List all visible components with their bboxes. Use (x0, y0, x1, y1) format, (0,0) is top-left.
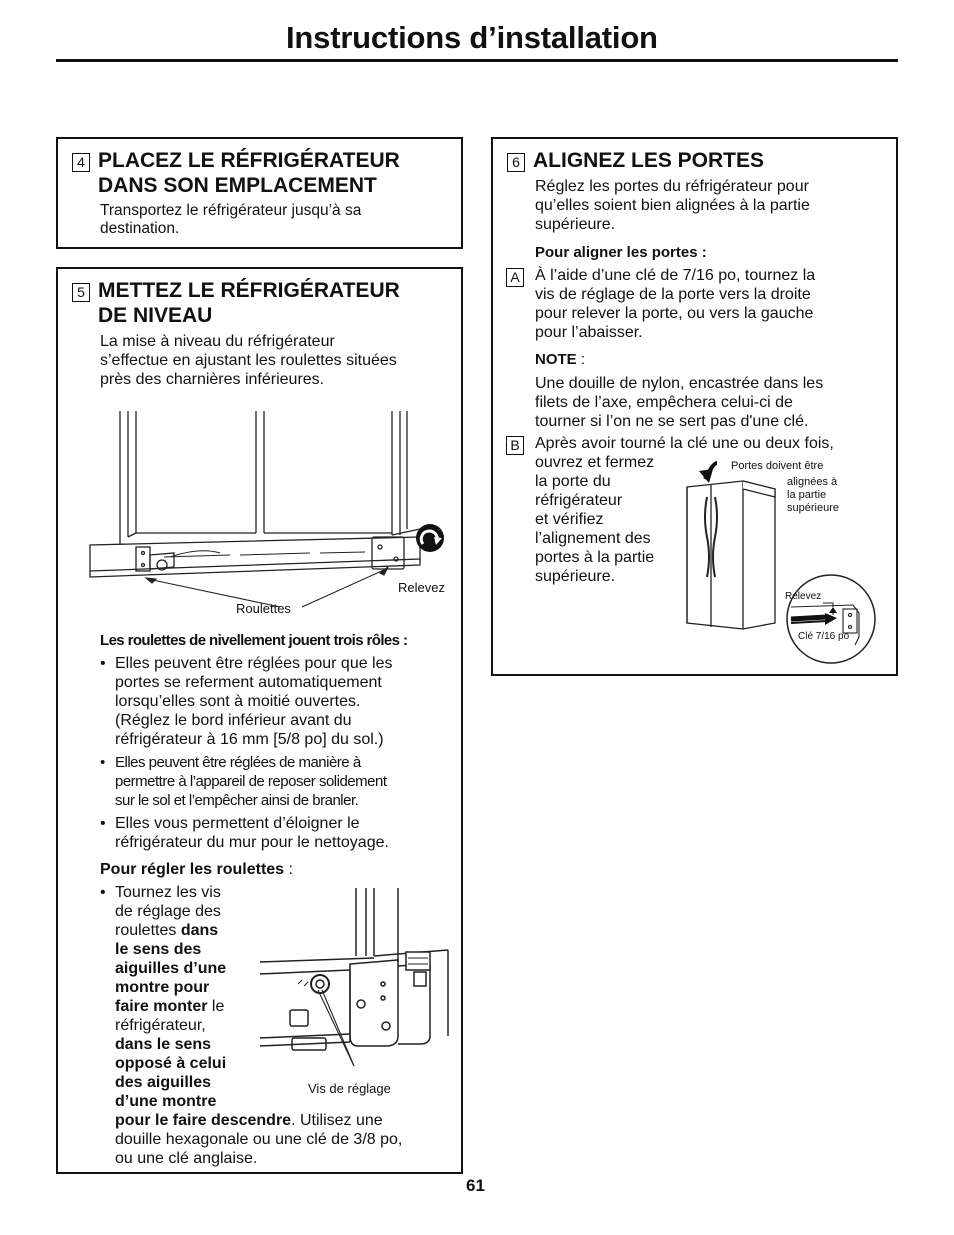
fig3-label-portes (731, 460, 823, 473)
adjust-text: . Utilisez une (291, 1112, 383, 1129)
note-text (535, 374, 823, 431)
step6-a-text (535, 266, 815, 342)
fig3-label-alignees (787, 476, 839, 515)
bullet2-line: • Elles peuvent être réglées de manière à (115, 754, 361, 771)
step6-b-line: portes à la partie (535, 549, 655, 566)
step5-intro-line1: La mise à niveau du réfrigérateur (100, 333, 335, 350)
fig3-relevez-label: Relevez (785, 591, 822, 602)
step5-title-line2: DE NIVEAU (98, 304, 213, 327)
bullet3-line: réfrigérateur du mur pour le nettoyage. (115, 834, 389, 851)
adjusting-screw-illustration (258, 886, 458, 1086)
step6-letter-a: A (506, 268, 524, 287)
step4-body-line2: destination. (100, 220, 180, 237)
bullet1-line: (Réglez le bord inférieur avant du (115, 712, 352, 729)
step6-letter-b: B (506, 436, 524, 455)
page-number: 61 (466, 1176, 485, 1195)
step5-number: 5 (72, 283, 90, 302)
adjust-line: des aiguilles (115, 1074, 212, 1091)
step6-a-line: vis de réglage de la porte vers la droite (535, 286, 811, 303)
step4-title-line2: DANS SON EMPLACEMENT (98, 174, 377, 197)
list-item (100, 814, 393, 852)
step6-a-line: pour l’abaisser. (535, 324, 643, 341)
fig3-wrench-label: Clé 7/16 po (798, 631, 850, 642)
adjust-line: montre pour (115, 979, 210, 996)
bullet1-line: lorsqu’elles sont à moitié ouvertes. (115, 693, 361, 710)
adjust-line: • Tournez les vis (115, 884, 221, 901)
fig3-label-line: alignées à (787, 476, 838, 488)
roles-list (100, 654, 393, 856)
bullet1-line: portes se referment automatiquement (115, 674, 382, 691)
bullet2-line: sur le sol et l’empêcher ainsi de branler. (115, 792, 359, 809)
step4-box (56, 137, 463, 249)
bullet1-line: réfrigérateur à 16 mm [5/8 po] du sol.) (115, 731, 384, 748)
bullet2-line: permettre à l’appareil de reposer solidement (115, 773, 387, 790)
note-heading (535, 350, 585, 369)
step6-b-line: et vérifiez (535, 511, 604, 528)
adjust-text-bold: pour le faire descendre (115, 1112, 292, 1129)
step6-intro-line1: Réglez les portes du réfrigérateur pour (535, 178, 809, 195)
step5-intro-line3: près des charnières inférieures. (100, 371, 325, 388)
step6-b-line: supérieure. (535, 568, 616, 585)
list-item (100, 654, 393, 749)
adjust-line: dans le sens (115, 1036, 212, 1053)
step6-intro (535, 177, 810, 234)
adjust-line: de réglage des (115, 903, 221, 920)
step5-intro-line2: s’effectue en ajustant les roulettes situées (100, 352, 397, 369)
adjust-heading-colon: : (284, 861, 293, 878)
title-rule (56, 59, 898, 62)
step6-a-line: À l’aide d’une clé de 7/16 po, tournez la (535, 267, 816, 284)
rotation-arrow-icon (699, 463, 717, 483)
fig3-label-line: Portes doivent être (731, 460, 824, 472)
step6-b-line: Après avoir tourné la clé une ou deux fois, (535, 435, 834, 452)
clockwise-arrow-icon (416, 524, 444, 552)
adjust-line: opposé à celui (115, 1055, 227, 1072)
step5-heading (70, 278, 400, 328)
align-heading: Pour aligner les portes : (535, 244, 707, 261)
fig1-roulettes-label: Roulettes (236, 601, 291, 616)
step6-intro-line2: qu’elles soient bien alignées à la partie (535, 197, 810, 214)
bullet1-line: • Elles peuvent être réglées pour que les (115, 655, 393, 672)
fig3-label-line: la partie (787, 489, 827, 501)
adjust-text-bold: faire monter (115, 998, 208, 1015)
step4-body-line1: Transportez le réfrigérateur jusqu’à sa (100, 202, 362, 219)
adjust-line: le sens des (115, 941, 202, 958)
note-colon: : (576, 351, 586, 368)
fig2-vis-label: Vis de réglage (308, 1081, 391, 1096)
adjust-line: réfrigérateur, (115, 1017, 206, 1034)
step6-a-line: pour relever la porte, ou vers la gauche (535, 305, 814, 322)
adjust-heading-text: Pour régler les roulettes (100, 861, 285, 878)
step6-box (491, 137, 898, 676)
step4-body (100, 202, 361, 238)
adjust-line: d’une montre (115, 1093, 217, 1110)
list-item (100, 753, 393, 810)
note-label: NOTE (535, 351, 577, 368)
adjust-line (115, 1111, 402, 1130)
step5-title-line1: METTEZ LE RÉFRIGÉRATEUR (98, 279, 400, 302)
page-title: Instructions d’installation (286, 20, 658, 55)
step5-box (56, 267, 463, 1174)
step4-number: 4 (72, 153, 90, 172)
step4-title-line1: PLACEZ LE RÉFRIGÉRATEUR (98, 149, 400, 172)
adjust-line: ou une clé anglaise. (115, 1150, 258, 1167)
step6-intro-line3: supérieure. (535, 216, 616, 233)
adjust-line: douille hexagonale ou une clé de 3/8 po, (115, 1131, 403, 1148)
step6-b-line: l’alignement des (535, 530, 651, 547)
adjust-text-bold: dans (180, 922, 219, 939)
note-line: tourner si l’on ne se sert pas d'une clé. (535, 413, 809, 430)
step6-b-line: la porte du (535, 473, 611, 490)
note-line: filets de l’axe, empêchera celui-ci de (535, 394, 793, 411)
step6-number: 6 (507, 153, 525, 172)
step6-heading (505, 148, 764, 173)
step6-b-line: ouvrez et fermez (535, 454, 655, 471)
adjust-heading (100, 860, 293, 879)
note-line: Une douille de nylon, encastrée dans les (535, 375, 824, 392)
step6-title: ALIGNEZ LES PORTES (533, 149, 765, 172)
step6-b-line: réfrigérateur (535, 492, 623, 509)
adjust-line: aiguilles d’une (115, 960, 227, 977)
adjust-text: roulettes (115, 922, 181, 939)
step4-heading (70, 148, 400, 198)
door-alignment-illustration (683, 457, 883, 657)
fig1-relevez-label: Relevez (398, 580, 445, 595)
step5-intro (100, 332, 397, 389)
fig3-label-line: supérieure (787, 502, 839, 514)
roles-heading: Les roulettes de nivellement jouent trois rôles : (100, 632, 408, 649)
adjust-text: le (207, 998, 225, 1015)
bullet3-line: • Elles vous permettent d’éloigner le (115, 815, 360, 832)
